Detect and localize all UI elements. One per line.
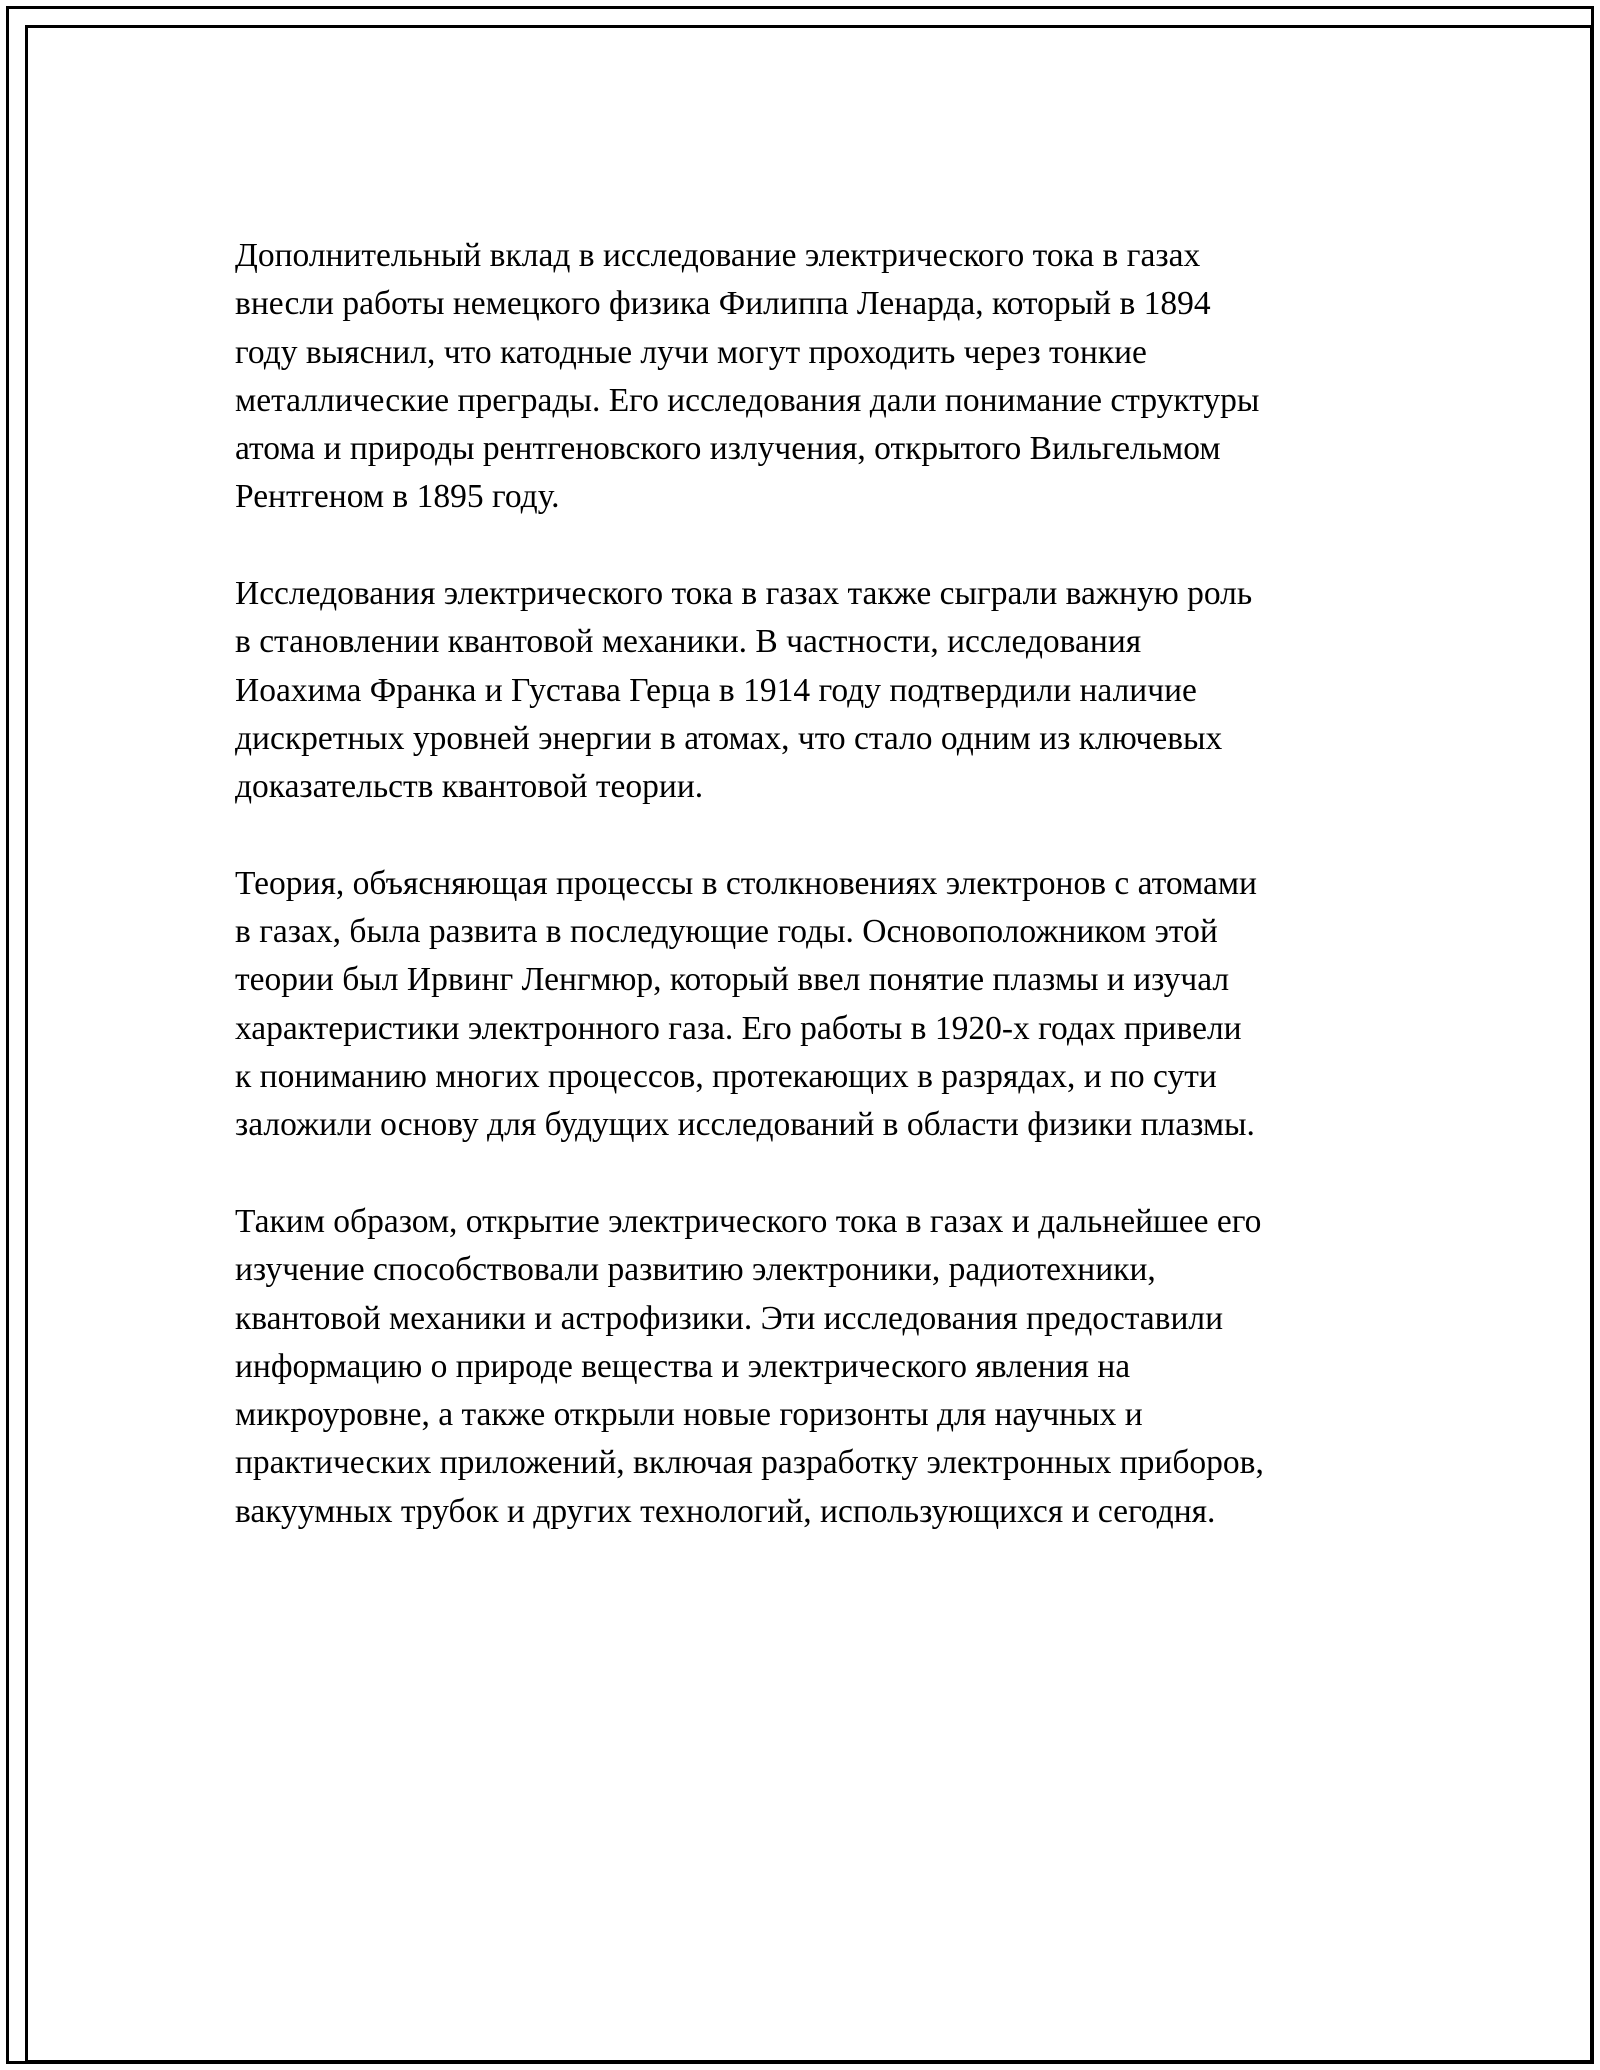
text-line: Теория, объясняющая процессы в столкновениях электронов с атомами [235, 864, 1257, 902]
document-body [235, 232, 1395, 1584]
text-line: металлические преграды. Его исследования дали понимание структуры [235, 381, 1260, 419]
text-line: в газах, была развита в последующие годы. Основоположником этой [235, 913, 1218, 951]
text-line: внесли работы немецкого физика Филиппа Ленарда, который в 1894 [235, 285, 1211, 323]
text-line: Иоахима Франка и Густава Герца в 1914 году подтвердили наличие [235, 671, 1197, 709]
paragraph-langmuir [235, 860, 1395, 1150]
text-line: информацию о природе вещества и электрического явления на [235, 1347, 1131, 1385]
text-line: практических приложений, включая разработку электронных приборов, [235, 1444, 1264, 1482]
text-line: изучение способствовали развитию электроники, радиотехники, [235, 1251, 1156, 1289]
text-line: доказательств квантовой теории. [235, 768, 704, 806]
text-line: Дополнительный вклад в исследование электрического тока в газах [235, 237, 1201, 274]
text-line: характеристики электронного газа. Его работы в 1920-х годах привели [235, 1009, 1242, 1047]
text-line: Исследования электрического тока в газах также сыграли важную роль [235, 575, 1253, 613]
paragraph-quantum [235, 570, 1395, 811]
text-line: дискретных уровней энергии в атомах, что стало одним из ключевых [235, 719, 1223, 757]
text-line: Таким образом, открытие электрического тока в газах и дальнейшее его [235, 1202, 1262, 1240]
text-line: году выяснил, что катодные лучи могут проходить через тонкие [235, 333, 1147, 371]
text-line: в становлении квантовой механики. В частности, исследования [235, 623, 1142, 661]
text-line: атома и природы рентгеновского излучения, открытого Вильгельмом [235, 430, 1221, 468]
text-line: теории был Ирвинг Ленгмюр, который ввел понятие плазмы и изучал [235, 961, 1230, 999]
text-line: к пониманию многих процессов, протекающих в разрядах, и по сути [235, 1058, 1217, 1096]
text-line: заложили основу для будущих исследований в области физики плазмы. [235, 1106, 1255, 1144]
paragraph-conclusion [235, 1198, 1395, 1536]
paragraph-lenard [235, 232, 1395, 522]
text-line: Рентгеном в 1895 году. [235, 478, 560, 516]
text-line: вакуумных трубок и других технологий, использующихся и сегодня. [235, 1492, 1216, 1530]
text-line: микроуровне, а также открыли новые горизонты для научных и [235, 1396, 1143, 1434]
text-line: квантовой механики и астрофизики. Эти исследования предоставили [235, 1299, 1224, 1337]
